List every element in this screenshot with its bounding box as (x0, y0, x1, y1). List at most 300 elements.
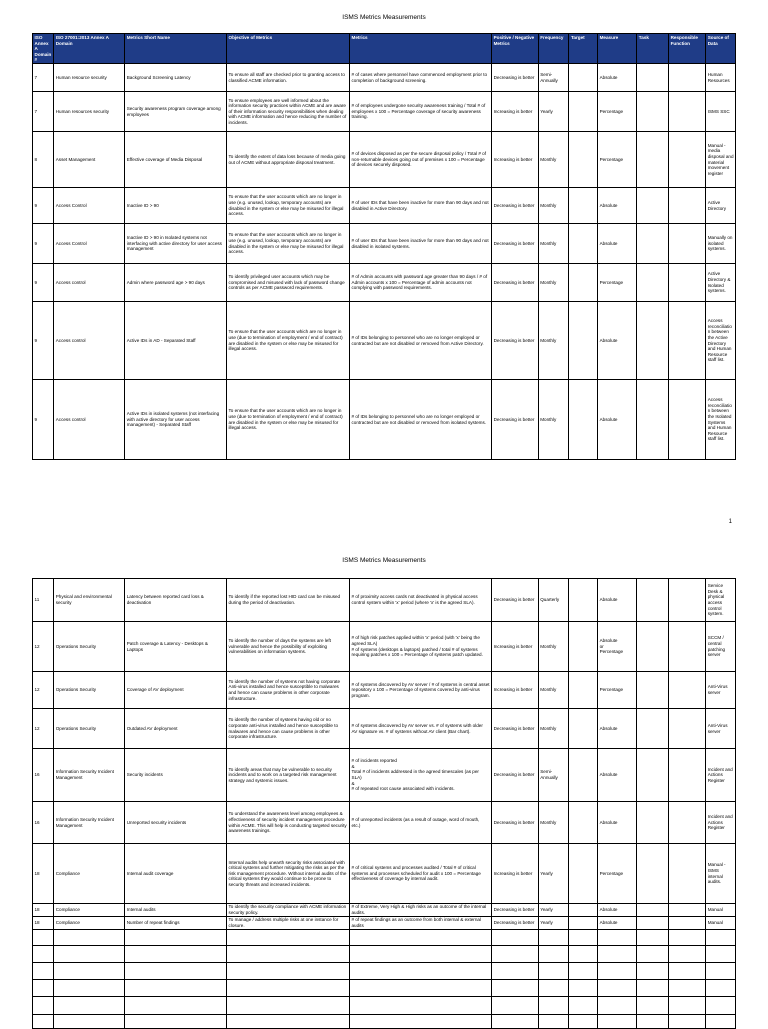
data-source-cell (706, 946, 736, 963)
task-cell (637, 904, 669, 917)
target-cell (569, 188, 598, 224)
metric-formula-cell: # of incidents reported & Total # of incidents addressed in the agreed timescales (as per SLA) & # of repeated root cause associated with incidents. (350, 749, 492, 802)
table-row (33, 997, 736, 1015)
column-header: Positive / Negative Metrics (492, 34, 539, 64)
target-cell (569, 802, 598, 844)
metric-short-name-cell: Coverage of AV deployment (125, 672, 227, 709)
task-cell (637, 917, 669, 930)
domain-name-cell: Access control (54, 264, 125, 302)
objective-cell: Internal audits help unearth security risks associated with critical systems and further mitigating the risks as per the risk management procedure. Without internal audits of the critical systems they would continue to be prone to security threats and increased incidents. (227, 844, 350, 904)
column-header: Target (569, 34, 598, 64)
metric-formula-cell (350, 980, 492, 997)
domain-number-cell (33, 930, 54, 946)
table-row (33, 380, 736, 460)
metric-short-name-cell: Latency between reported card loss & deactivation (125, 579, 227, 622)
measure-cell: Absolute (598, 802, 637, 844)
target-cell (569, 904, 598, 917)
data-source-cell: Human Resources (706, 64, 736, 92)
target-cell (569, 997, 598, 1015)
objective-cell: To understand the awareness level among employees & effectiveness of security incident management procedure within ACME. This will help is conducting targeted security awareness trainings. (227, 802, 350, 844)
data-source-cell: Incident and Actions Register (706, 802, 736, 844)
domain-name-cell: Compliance (54, 904, 125, 917)
objective-cell: To identify the extent of data loss because of media going out of ACME without appropriate disposal treatment. (227, 132, 350, 188)
metric-formula-cell: # of proximity access cards not deactivated in physical access control system within 'x' period (where 'x' is the agreed SLA). (350, 579, 492, 622)
metric-short-name-cell (125, 997, 227, 1015)
measure-cell (598, 963, 637, 980)
direction-cell: Decreasing is better (492, 749, 539, 802)
responsible-function-cell (669, 844, 706, 904)
domain-number-cell: 7 (33, 64, 54, 92)
task-cell (637, 264, 669, 302)
domain-name-cell: Access control (54, 380, 125, 460)
domain-number-cell: 9 (33, 380, 54, 460)
direction-cell: Increasing is better (492, 844, 539, 904)
target-cell (569, 946, 598, 963)
objective-cell (227, 946, 350, 963)
metric-short-name-cell: Active IDs in AD - Separated Staff (125, 302, 227, 380)
domain-number-cell: 8 (33, 132, 54, 188)
metric-short-name-cell: Active IDs in isolated systems (not interfacing with active directory for user access management) - Separated Staff (125, 380, 227, 460)
measure-cell: Absolute (598, 188, 637, 224)
responsible-function-cell (669, 802, 706, 844)
task-cell (637, 844, 669, 904)
frequency-cell: Monthly (538, 380, 569, 460)
isms-metrics-table-page-2 (32, 578, 736, 1029)
data-source-cell: Active Directory (706, 188, 736, 224)
direction-cell: Decreasing is better (492, 188, 539, 224)
metric-formula-cell: # of high risk patches applied within 'x' period (with 'x' being the agreed SLA) # of systems (desktops & laptops) patched / total # of systems requiring patches x 100 = Percentage of systems patch updated. (350, 622, 492, 672)
objective-cell: To identify the security compliance with ACME information security policy. (227, 904, 350, 917)
metric-formula-cell (350, 946, 492, 963)
frequency-cell (538, 980, 569, 997)
direction-cell: Increasing is better (492, 672, 539, 709)
column-header: ISO 27001:2013 Annex A Domain (54, 34, 125, 64)
table-row (33, 904, 736, 917)
metric-formula-cell (350, 1015, 492, 1029)
domain-name-cell: Physical and environmental security (54, 579, 125, 622)
task-cell (637, 188, 669, 224)
task-cell (637, 749, 669, 802)
data-source-cell: Active Directory & Isolated systems. (706, 264, 736, 302)
data-source-cell: Manual (706, 904, 736, 917)
column-header: Responsible Function (669, 34, 706, 64)
frequency-cell (538, 997, 569, 1015)
domain-number-cell: 9 (33, 264, 54, 302)
domain-name-cell: Operations Security (54, 709, 125, 749)
responsible-function-cell (669, 997, 706, 1015)
domain-name-cell (54, 997, 125, 1015)
task-cell (637, 302, 669, 380)
responsible-function-cell (669, 224, 706, 264)
measure-cell: Percentage (598, 92, 637, 132)
responsible-function-cell (669, 917, 706, 930)
task-cell (637, 963, 669, 980)
objective-cell (227, 930, 350, 946)
data-source-cell (706, 980, 736, 997)
measure-cell (598, 930, 637, 946)
target-cell (569, 844, 598, 904)
metric-formula-cell: # of cases where personnel have commenced employment prior to completion of background screening. (350, 64, 492, 92)
responsible-function-cell (669, 963, 706, 980)
domain-name-cell: Access control (54, 302, 125, 380)
responsible-function-cell (669, 380, 706, 460)
measure-cell: Absolute (598, 224, 637, 264)
domain-name-cell: Information Security Incident Management (54, 802, 125, 844)
domain-name-cell: Operations Security (54, 672, 125, 709)
target-cell (569, 622, 598, 672)
objective-cell: To manage / address multiple risks at one instance for closure. (227, 917, 350, 930)
measure-cell: Absolute (598, 709, 637, 749)
measure-cell: Percentage (598, 132, 637, 188)
domain-name-cell: Human resource security (54, 64, 125, 92)
metric-formula-cell: # of systems discovered by AV server vs. # of systems with older AV signature vs. # of systems without AV client (Bar chart). (350, 709, 492, 749)
table-row (33, 302, 736, 380)
task-cell (637, 622, 669, 672)
metric-formula-cell: # of unreported incidents (as a result of outage, word of mouth, etc.) (350, 802, 492, 844)
frequency-cell: Monthly (538, 672, 569, 709)
measure-cell: Percentage (598, 264, 637, 302)
direction-cell: Increasing is better (492, 92, 539, 132)
column-header: ISO Annex A Domain # (33, 34, 54, 64)
data-source-cell: Anti-Virus server (706, 672, 736, 709)
target-cell (569, 980, 598, 997)
direction-cell: Decreasing is better (492, 302, 539, 380)
data-source-cell: Access reconciliation between the Isolated Systems and Human Resource staff list. (706, 380, 736, 460)
data-source-cell: Access reconciliation between the Active Directory and Human Resource staff list. (706, 302, 736, 380)
metric-formula-cell: # of IDs belonging to personnel who are no longer employed or contracted but are not disabled or removed from isolated systems. (350, 380, 492, 460)
responsible-function-cell (669, 132, 706, 188)
direction-cell (492, 1015, 539, 1029)
responsible-function-cell (669, 92, 706, 132)
measure-cell: Absolute (598, 64, 637, 92)
domain-name-cell: Access Control (54, 224, 125, 264)
direction-cell (492, 980, 539, 997)
measure-cell: Absolute (598, 302, 637, 380)
target-cell (569, 264, 598, 302)
table-row (33, 917, 736, 930)
objective-cell (227, 997, 350, 1015)
task-cell (637, 92, 669, 132)
target-cell (569, 749, 598, 802)
column-header: Metrics (350, 34, 492, 64)
direction-cell: Decreasing is better (492, 64, 539, 92)
metric-short-name-cell: Background Screening Latency (125, 64, 227, 92)
domain-number-cell: 11 (33, 579, 54, 622)
metric-short-name-cell: Patch coverage & Latency - Desktops & Laptops (125, 622, 227, 672)
data-source-cell: Manually on isolated systems. (706, 224, 736, 264)
domain-number-cell: 9 (33, 302, 54, 380)
direction-cell: Decreasing is better (492, 224, 539, 264)
domain-number-cell: 12 (33, 709, 54, 749)
task-cell (637, 132, 669, 188)
responsible-function-cell (669, 64, 706, 92)
frequency-cell (538, 930, 569, 946)
measure-cell (598, 997, 637, 1015)
measure-cell (598, 980, 637, 997)
table-row (33, 672, 736, 709)
frequency-cell: Yearly (538, 904, 569, 917)
target-cell (569, 380, 598, 460)
frequency-cell: Monthly (538, 188, 569, 224)
direction-cell: Decreasing is better (492, 802, 539, 844)
domain-number-cell (33, 1015, 54, 1029)
responsible-function-cell (669, 709, 706, 749)
objective-cell: To identify privileged user accounts which may be compromised and misused with lack of password change controls as per ACME password requirements. (227, 264, 350, 302)
measure-cell: Absolute (598, 904, 637, 917)
metric-formula-cell: # of IDs belonging to personnel who are no longer employed or contracted but are not disabled or removed from Active Directory. (350, 302, 492, 380)
metric-formula-cell: # of critical systems and processes audited / Total # of critical systems and processes scheduled for audit x 100 = Percentage effectiveness of coverage by internal audit. (350, 844, 492, 904)
task-cell (637, 946, 669, 963)
data-source-cell: Manual - ISMS internal audits. (706, 844, 736, 904)
metric-short-name-cell: Internal audit coverage (125, 844, 227, 904)
metric-short-name-cell: Outdated AV deployment (125, 709, 227, 749)
direction-cell (492, 946, 539, 963)
domain-number-cell: 18 (33, 904, 54, 917)
metric-short-name-cell: Inactive ID > 90 (125, 188, 227, 224)
domain-name-cell (54, 930, 125, 946)
metric-formula-cell (350, 963, 492, 980)
metric-short-name-cell (125, 1015, 227, 1029)
page-2-title: ISMS Metrics Measurements (342, 557, 426, 564)
table-row (33, 1015, 736, 1029)
data-source-cell: Manual - media disposal and material movement register (706, 132, 736, 188)
metric-short-name-cell (125, 946, 227, 963)
metric-formula-cell (350, 930, 492, 946)
task-cell (637, 930, 669, 946)
measure-cell: Absolute (598, 749, 637, 802)
objective-cell: To identify areas that may be vulnerable to security incidents and to work on a targeted risk management strategy and systemic issues. (227, 749, 350, 802)
direction-cell (492, 963, 539, 980)
data-source-cell: Incident and Actions Register (706, 749, 736, 802)
table-row (33, 946, 736, 963)
table-row (33, 844, 736, 904)
frequency-cell: Yearly (538, 844, 569, 904)
direction-cell (492, 930, 539, 946)
target-cell (569, 132, 598, 188)
domain-number-cell: 12 (33, 672, 54, 709)
target-cell (569, 224, 598, 264)
table-row (33, 188, 736, 224)
data-source-cell (706, 963, 736, 980)
target-cell (569, 917, 598, 930)
objective-cell: To identify the number of systems having old or no corporate anti-virus installed and hence susceptible to malwares and hence can cause problems in other corporate infrastructure. (227, 709, 350, 749)
domain-number-cell: 9 (33, 224, 54, 264)
domain-number-cell: 12 (33, 622, 54, 672)
table-row (33, 709, 736, 749)
frequency-cell: Monthly (538, 224, 569, 264)
direction-cell: Increasing is better (492, 132, 539, 188)
metric-short-name-cell: Admin where password age > 90 days (125, 264, 227, 302)
direction-cell: Decreasing is better (492, 380, 539, 460)
measure-cell: Absolute (598, 579, 637, 622)
column-header: Metrics Short Name (125, 34, 227, 64)
task-cell (637, 380, 669, 460)
table-row (33, 802, 736, 844)
objective-cell (227, 980, 350, 997)
frequency-cell: Semi-Annually (538, 64, 569, 92)
domain-name-cell: Human resources security (54, 92, 125, 132)
objective-cell: To ensure that the user accounts which are no longer in use (e.g. unused, lookup, temporary accounts) are disabled in the system or else may be misused for illegal access. (227, 224, 350, 264)
table-row (33, 92, 736, 132)
column-header: Task (637, 34, 669, 64)
measure-cell (598, 946, 637, 963)
metric-formula-cell (350, 997, 492, 1015)
metric-short-name-cell: Inactive ID > 90 in Isolated systems not interfacing with active directory for user access management (125, 224, 227, 264)
measure-cell: Percentage (598, 844, 637, 904)
domain-name-cell (54, 963, 125, 980)
direction-cell: Decreasing is better (492, 579, 539, 622)
domain-number-cell (33, 997, 54, 1015)
metric-short-name-cell: Effective coverage of Media Disposal (125, 132, 227, 188)
table-row (33, 622, 736, 672)
column-header: Source of Data (706, 34, 736, 64)
frequency-cell: Yearly (538, 92, 569, 132)
domain-name-cell: Access Control (54, 188, 125, 224)
table-row (33, 132, 736, 188)
target-cell (569, 672, 598, 709)
frequency-cell (538, 946, 569, 963)
metric-short-name-cell: Security awareness program coverage among employees (125, 92, 227, 132)
responsible-function-cell (669, 946, 706, 963)
objective-cell: To ensure that the user accounts which are no longer in use (e.g. unused, lookup, temporary accounts) are disabled in the system or else may be misused for illegal access. (227, 188, 350, 224)
responsible-function-cell (669, 749, 706, 802)
domain-number-cell (33, 963, 54, 980)
data-source-cell: Anti-Virus server (706, 709, 736, 749)
responsible-function-cell (669, 302, 706, 380)
domain-number-cell: 18 (33, 917, 54, 930)
direction-cell: Decreasing is better (492, 904, 539, 917)
data-source-cell: Service Desk & physical access control system. (706, 579, 736, 622)
domain-name-cell (54, 946, 125, 963)
objective-cell (227, 963, 350, 980)
table-row (33, 264, 736, 302)
objective-cell: To ensure that the user accounts which are no longer in use (due to termination of employment / end of contract) are disabled in the system or else may be misused for illegal access. (227, 380, 350, 460)
metric-short-name-cell: Number of repeat findings (125, 917, 227, 930)
measure-cell: Absolute (598, 380, 637, 460)
domain-number-cell (33, 946, 54, 963)
task-cell (637, 224, 669, 264)
target-cell (569, 930, 598, 946)
direction-cell: Decreasing is better (492, 264, 539, 302)
task-cell (637, 709, 669, 749)
frequency-cell: Monthly (538, 622, 569, 672)
column-header: Frequency (538, 34, 569, 64)
task-cell (637, 980, 669, 997)
objective-cell: To identify the number of systems not having corporate Anti-virus installed and hence susceptible to malwares and hence can cause problems in other corporate infrastructure. (227, 672, 350, 709)
frequency-cell: Monthly (538, 132, 569, 188)
table-row (33, 579, 736, 622)
task-cell (637, 672, 669, 709)
metric-short-name-cell (125, 963, 227, 980)
objective-cell (227, 1015, 350, 1029)
metric-short-name-cell: Security incidents (125, 749, 227, 802)
frequency-cell: Yearly (538, 917, 569, 930)
table-row (33, 749, 736, 802)
frequency-cell: Monthly (538, 302, 569, 380)
responsible-function-cell (669, 672, 706, 709)
header-row (33, 34, 736, 64)
responsible-function-cell (669, 904, 706, 917)
responsible-function-cell (669, 1015, 706, 1029)
direction-cell: Decreasing is better (492, 709, 539, 749)
domain-number-cell: 9 (33, 188, 54, 224)
table-row (33, 963, 736, 980)
data-source-cell (706, 930, 736, 946)
frequency-cell: Semi-Annually (538, 749, 569, 802)
direction-cell: Increasing is better (492, 622, 539, 672)
metric-formula-cell: # of Extreme, Very High & High risks as an outcome of the internal audits. (350, 904, 492, 917)
metric-formula-cell: # of repeat findings as an outcome from both internal & external audits (350, 917, 492, 930)
metric-short-name-cell: Internal audits (125, 904, 227, 917)
isms-metrics-table-page-1 (32, 33, 736, 460)
responsible-function-cell (669, 980, 706, 997)
frequency-cell (538, 963, 569, 980)
target-cell (569, 709, 598, 749)
task-cell (637, 1015, 669, 1029)
domain-name-cell: Compliance (54, 844, 125, 904)
frequency-cell: Monthly (538, 709, 569, 749)
domain-name-cell: Compliance (54, 917, 125, 930)
domain-name-cell (54, 1015, 125, 1029)
target-cell (569, 302, 598, 380)
target-cell (569, 1015, 598, 1029)
page-number: 1 (728, 519, 732, 525)
responsible-function-cell (669, 264, 706, 302)
metric-formula-cell: # of devices disposed as per the secure disposal policy / Total # of non-returnable devices going out of premises x 100 = Percentage of devices securely disposed. (350, 132, 492, 188)
measure-cell (598, 1015, 637, 1029)
direction-cell (492, 997, 539, 1015)
data-source-cell: Manual (706, 917, 736, 930)
table-row (33, 930, 736, 946)
target-cell (569, 92, 598, 132)
objective-cell: To ensure employees are well informed about the information security practices within ACME and are aware of their information security responsibilities when dealing with ACME information and hence reducing the number of incidents. (227, 92, 350, 132)
domain-name-cell (54, 980, 125, 997)
data-source-cell (706, 997, 736, 1015)
target-cell (569, 579, 598, 622)
domain-name-cell: Operations Security (54, 622, 125, 672)
objective-cell: To identify the number of days the systems are left vulnerable and hence the possibility of exploiting vulnerabilities on information systems. (227, 622, 350, 672)
responsible-function-cell (669, 930, 706, 946)
metric-short-name-cell (125, 930, 227, 946)
table-row (33, 224, 736, 264)
data-source-cell: SCCM / central patching server (706, 622, 736, 672)
metric-short-name-cell (125, 980, 227, 997)
task-cell (637, 64, 669, 92)
frequency-cell: Quarterly (538, 579, 569, 622)
frequency-cell: Monthly (538, 802, 569, 844)
table-row (33, 64, 736, 92)
data-source-cell (706, 1015, 736, 1029)
metric-formula-cell: # of user IDs that have been inactive for more than 90 days and not disabled in isolated systems. (350, 224, 492, 264)
column-header: Objective of Metrics (227, 34, 350, 64)
data-source-cell: ISMS SSC (706, 92, 736, 132)
responsible-function-cell (669, 622, 706, 672)
column-header: Measure (598, 34, 637, 64)
measure-cell: Absolute or Percentage (598, 622, 637, 672)
direction-cell: Decreasing is better (492, 917, 539, 930)
page-1-title: ISMS Metrics Measurements (342, 14, 426, 21)
objective-cell: To ensure that the user accounts which are no longer in use (due to termination of employment / end of contract) are disabled in the system or else may be misused for illegal access. (227, 302, 350, 380)
task-cell (637, 997, 669, 1015)
frequency-cell: Monthly (538, 264, 569, 302)
measure-cell: Absolute (598, 917, 637, 930)
target-cell (569, 64, 598, 92)
metric-formula-cell: # of systems discovered by AV server / # of systems in central asset repository x 100 = Percentage of systems covered by anti-virus program. (350, 672, 492, 709)
domain-number-cell (33, 980, 54, 997)
task-cell (637, 802, 669, 844)
domain-number-cell: 16 (33, 802, 54, 844)
domain-name-cell: Asset Management (54, 132, 125, 188)
